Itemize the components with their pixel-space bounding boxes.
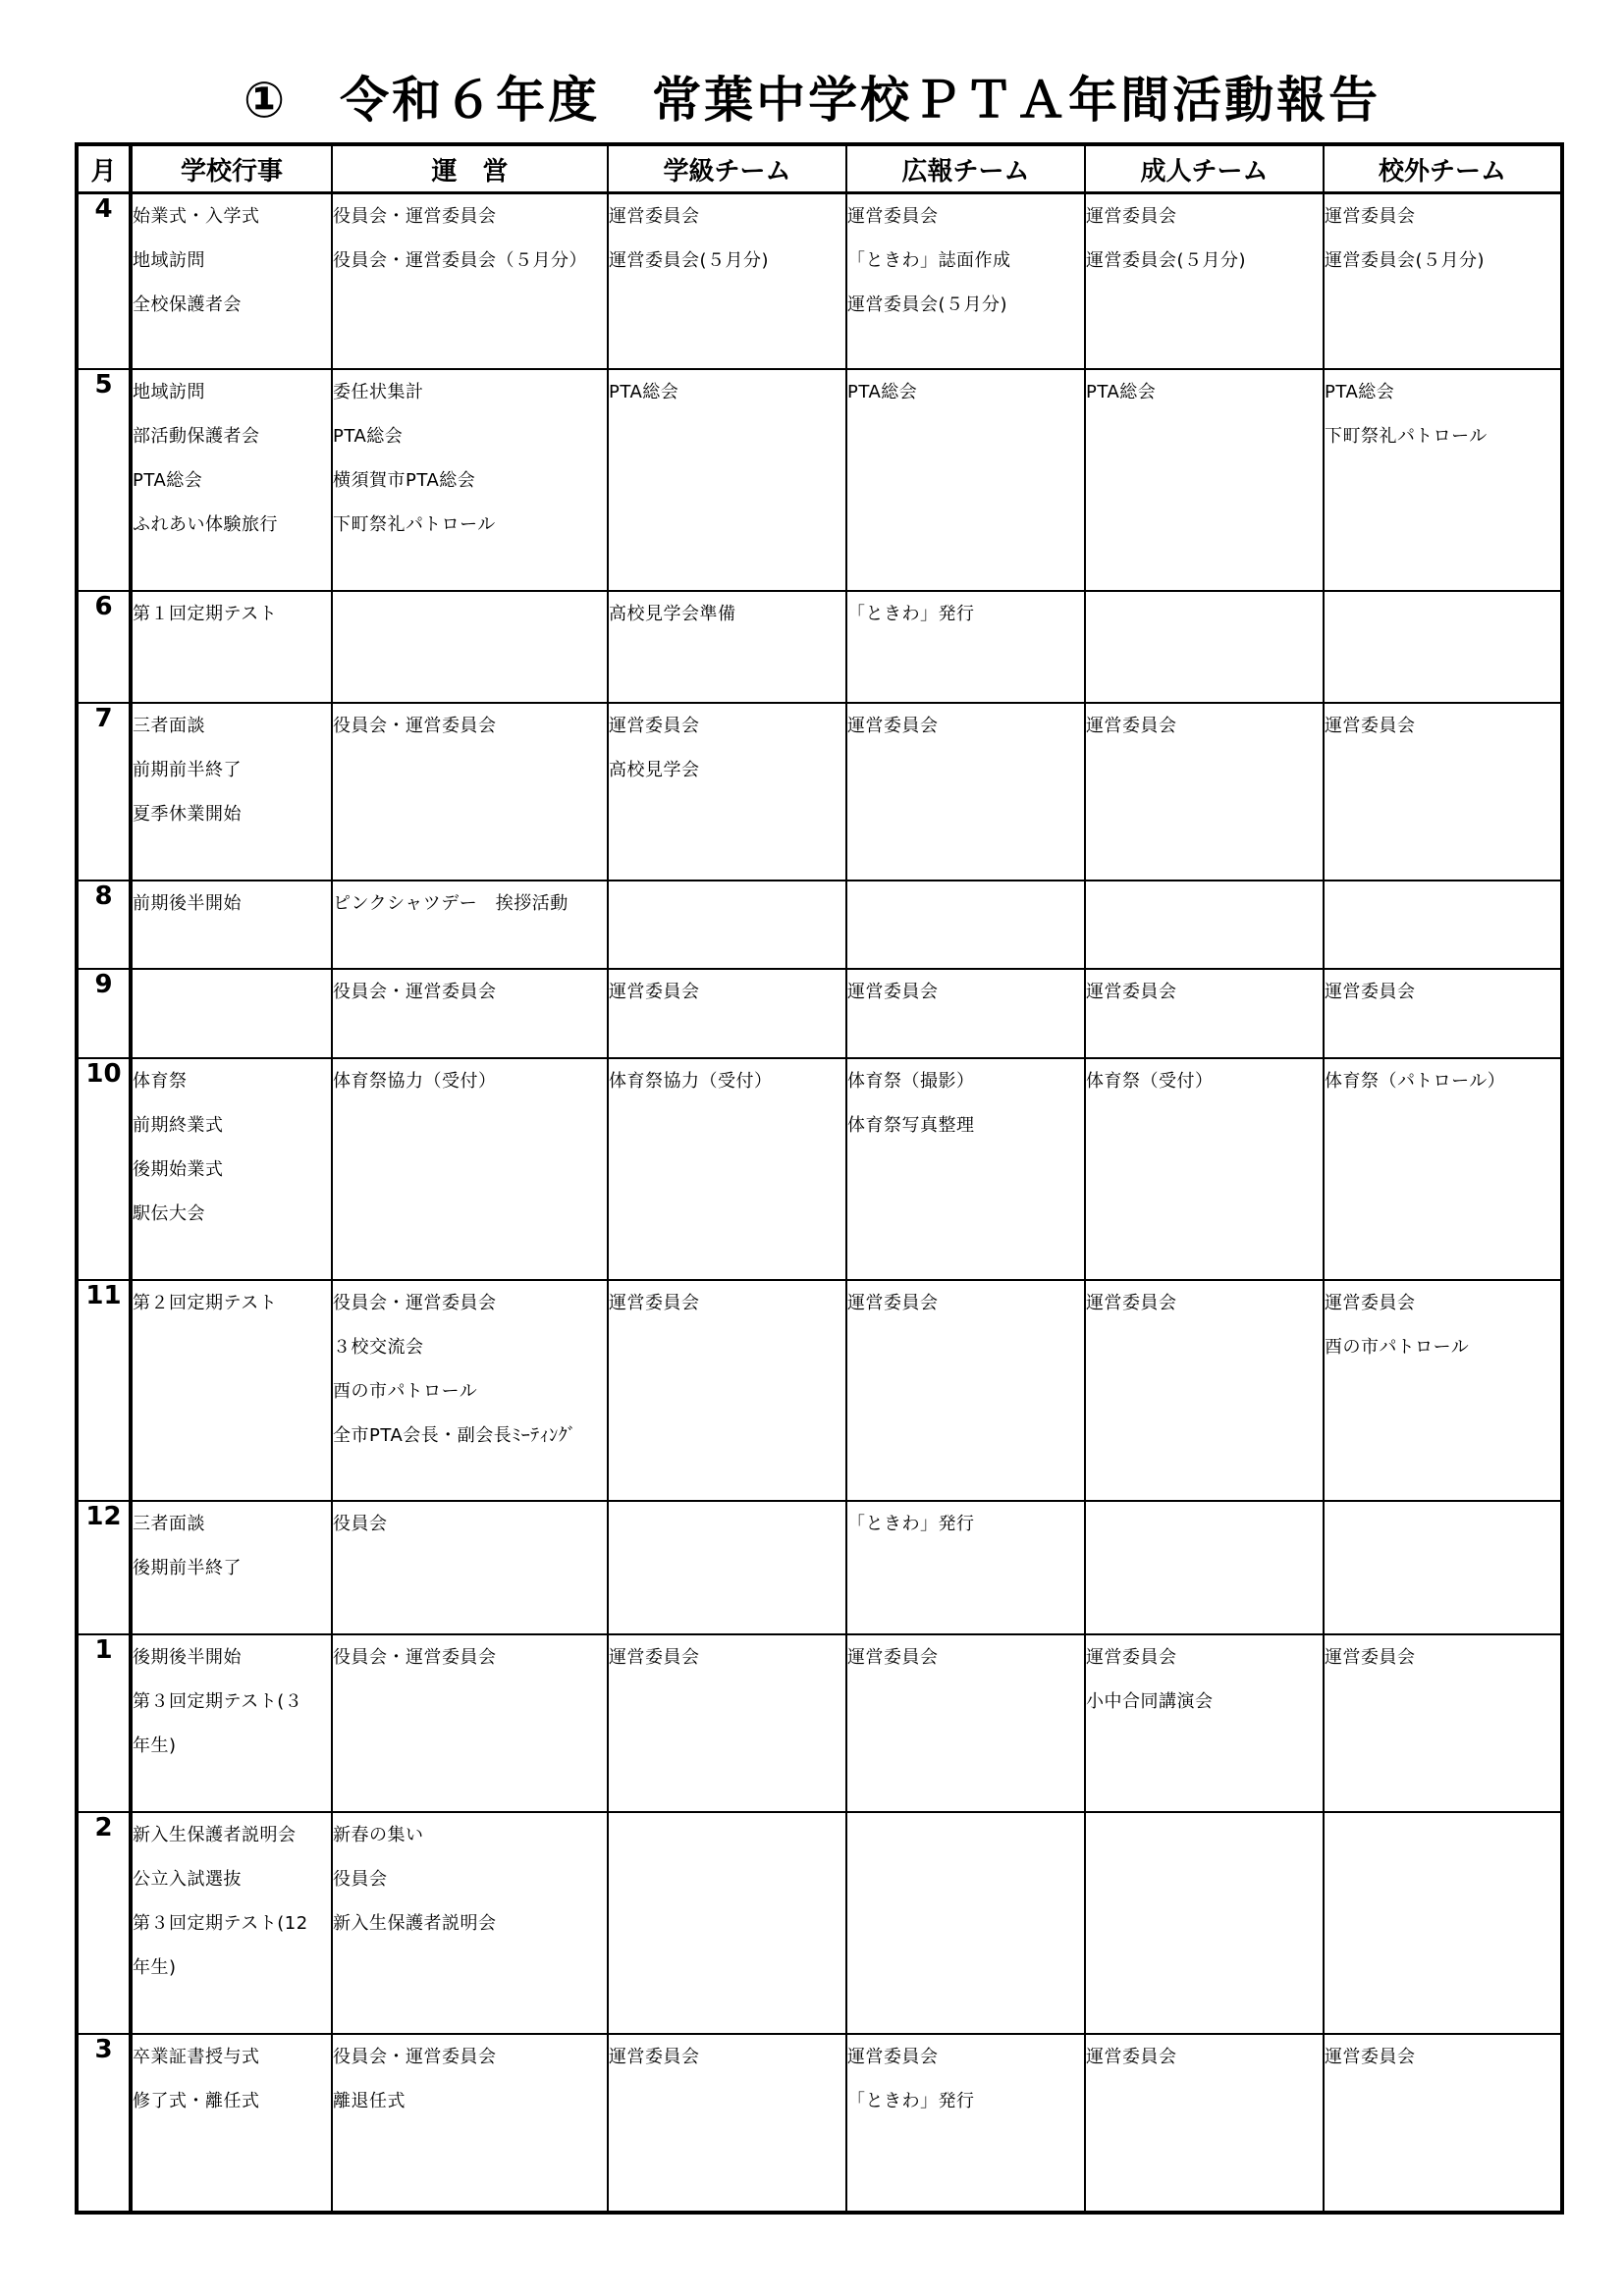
management-cell [332,1058,608,1280]
month-cell: 3 [77,2034,131,2213]
school-events-cell [131,1501,332,1634]
pr-team-cell [846,703,1085,881]
cell-line: 「ときわ」発行 [847,603,975,624]
cell-line: 運営委員会 [1325,981,1416,1002]
class-team-cell [608,1058,846,1280]
outside-team-cell [1324,1812,1562,2034]
cell-line: 運営委員会 [1325,715,1416,736]
cell-line: 体育祭協力（受付） [609,1070,773,1092]
school-events-cell [131,1280,332,1501]
outside-team-cell [1324,969,1562,1058]
class-team-cell [608,369,846,591]
cell-line: PTA総会 [609,381,679,402]
school-events-cell [131,969,332,1058]
cell-line: 第３回定期テスト(３ [133,1690,303,1712]
month-cell: 6 [77,591,131,703]
cell-line: 体育祭協力（受付） [333,1070,497,1092]
cell-line: 新入生保護者説明会 [133,1824,297,1845]
header-school-events: 学校行事 [131,144,332,193]
management-cell [332,1501,608,1634]
header-management: 運 営 [332,144,608,193]
table-row [77,591,1562,703]
cell-line: ピンクシャツデー 挨拶活動 [333,892,568,914]
cell-line: 運営委員会(５月分) [1086,250,1247,271]
cell-line: 酉の市パトロール [1325,1336,1470,1358]
management-cell [332,1634,608,1812]
class-team-cell [608,1812,846,2034]
pr-team-cell [846,2034,1085,2213]
table-row [77,193,1562,369]
management-cell [332,369,608,591]
cell-line: 第３回定期テスト(12 [133,1912,308,1934]
cell-line: 役員会・運営委員会 [333,1292,497,1313]
management-cell [332,703,608,881]
header-adult-team: 成人チーム [1085,144,1324,193]
cell-line: 運営委員会 [609,981,700,1002]
cell-line: 夏季休業開始 [133,803,242,825]
cell-line: 体育祭 [133,1070,188,1092]
cell-line: 高校見学会準備 [609,603,736,624]
table-row [77,969,1562,1058]
class-team-cell [608,1634,846,1812]
cell-line: 年生) [133,1735,177,1756]
cell-line: PTA総会 [847,381,918,402]
table-row [77,2034,1562,2213]
cell-line: PTA総会 [1086,381,1157,402]
cell-line: 運営委員会 [609,715,700,736]
cell-line: 地域訪問 [133,250,205,271]
cell-line: 役員会・運営委員会（５月分） [333,250,587,271]
month-cell: 12 [77,1501,131,1634]
header-pr-team: 広報チーム [846,144,1085,193]
outside-team-cell [1324,369,1562,591]
cell-line: 運営委員会 [1086,206,1177,227]
cell-line: 役員会・運営委員会 [333,981,497,1002]
activity-table [75,142,1564,2215]
outside-team-cell [1324,193,1562,369]
class-team-cell [608,193,846,369]
outside-team-cell [1324,1280,1562,1501]
cell-line: 離退任式 [333,2090,406,2111]
cell-line: 下町祭礼パトロール [1325,425,1488,447]
cell-line: 運営委員会 [1086,1292,1177,1313]
table-row [77,1280,1562,1501]
adult-team-cell [1085,369,1324,591]
pr-team-cell [846,1501,1085,1634]
cell-line: 新春の集い [333,1824,424,1845]
outside-team-cell [1324,881,1562,969]
cell-line: 運営委員会 [1086,715,1177,736]
cell-line: 運営委員会 [847,1292,939,1313]
cell-line: 運営委員会 [609,1646,700,1668]
table-row [77,881,1562,969]
class-team-cell [608,881,846,969]
outside-team-cell [1324,591,1562,703]
month-cell: 8 [77,881,131,969]
outside-team-cell [1324,2034,1562,2213]
cell-line: 酉の市パトロール [333,1380,478,1402]
management-cell [332,1812,608,2034]
adult-team-cell [1085,591,1324,703]
cell-line: 新入生保護者説明会 [333,1912,497,1934]
table-row [77,1812,1562,2034]
header-outside-team: 校外チーム [1324,144,1562,193]
cell-line: 第２回定期テスト [133,1292,278,1313]
management-cell [332,1280,608,1501]
pr-team-cell [846,1634,1085,1812]
cell-line: 役員会・運営委員会 [333,206,497,227]
adult-team-cell [1085,881,1324,969]
cell-line: 運営委員会 [1086,2046,1177,2067]
cell-line: PTA総会 [333,425,404,447]
month-cell: 7 [77,703,131,881]
cell-line: 地域訪問 [133,381,205,402]
cell-line: 全市PTA会長・副会長ﾐｰﾃｨﾝｸﾞ [333,1424,577,1446]
management-cell [332,969,608,1058]
cell-line: 下町祭礼パトロール [333,513,496,535]
cell-line: 年生) [133,1956,177,1978]
adult-team-cell [1085,1812,1324,2034]
cell-line: 「ときわ」誌面作成 [847,250,1011,271]
cell-line: 前期終業式 [133,1114,224,1136]
header-month: 月 [77,144,131,193]
month-cell: 5 [77,369,131,591]
cell-line: 後期後半開始 [133,1646,242,1668]
cell-line: 後期始業式 [133,1158,224,1180]
month-cell: 1 [77,1634,131,1812]
cell-line: 修了式・離任式 [133,2090,260,2111]
management-cell [332,193,608,369]
pr-team-cell [846,969,1085,1058]
management-cell [332,881,608,969]
cell-line: 前期後半開始 [133,892,242,914]
cell-line: 高校見学会 [609,759,700,780]
cell-line: 体育祭写真整理 [847,1114,975,1136]
month-cell: 9 [77,969,131,1058]
cell-line: 委任状集計 [333,381,424,402]
cell-line: 駅伝大会 [133,1202,205,1224]
table-header-row [77,144,1562,193]
header-class-team: 学級チーム [608,144,846,193]
cell-line: 三者面談 [133,715,205,736]
cell-line: 体育祭（撮影） [847,1070,975,1092]
table-row [77,703,1562,881]
cell-line: 卒業証書授与式 [133,2046,260,2067]
page-title: ① 令和６年度 常葉中学校ＰＴＡ年間活動報告 [243,72,1381,129]
cell-line: 運営委員会(５月分) [609,250,770,271]
cell-line: 運営委員会 [1325,2046,1416,2067]
adult-team-cell [1085,969,1324,1058]
class-team-cell [608,1501,846,1634]
cell-line: 運営委員会 [847,715,939,736]
cell-line: 運営委員会 [847,206,939,227]
cell-line: 運営委員会(５月分) [847,294,1008,315]
table-row [77,1634,1562,1812]
cell-line: 運営委員会 [1086,1646,1177,1668]
cell-line: 運営委員会 [847,1646,939,1668]
management-cell [332,2034,608,2213]
class-team-cell [608,591,846,703]
cell-line: 運営委員会 [847,2046,939,2067]
school-events-cell [131,703,332,881]
pr-team-cell [846,1058,1085,1280]
adult-team-cell [1085,1634,1324,1812]
cell-line: 運営委員会 [847,981,939,1002]
cell-line: 公立入試選抜 [133,1868,242,1890]
school-events-cell [131,2034,332,2213]
cell-line: 運営委員会 [1325,206,1416,227]
cell-line: ふれあい体験旅行 [133,513,278,535]
cell-line: 「ときわ」発行 [847,1513,975,1534]
cell-line: 後期前半終了 [133,1557,242,1578]
outside-team-cell [1324,1634,1562,1812]
management-cell [332,591,608,703]
cell-line: 運営委員会 [609,1292,700,1313]
month-cell: 11 [77,1280,131,1501]
month-cell: 4 [77,193,131,369]
cell-line: 始業式・入学式 [133,206,260,227]
cell-line: 役員会 [333,1513,388,1534]
pr-team-cell [846,1280,1085,1501]
cell-line: PTA総会 [1325,381,1395,402]
pr-team-cell [846,1812,1085,2034]
school-events-cell [131,591,332,703]
cell-line: 第１回定期テスト [133,603,278,624]
month-cell: 2 [77,1812,131,2034]
month-cell: 10 [77,1058,131,1280]
class-team-cell [608,703,846,881]
table-row [77,369,1562,591]
cell-line: 運営委員会(５月分) [1325,250,1486,271]
school-events-cell [131,1634,332,1812]
class-team-cell [608,1280,846,1501]
outside-team-cell [1324,1058,1562,1280]
pr-team-cell [846,881,1085,969]
cell-line: ３校交流会 [333,1336,424,1358]
cell-line: 運営委員会 [609,206,700,227]
cell-line: 役員会・運営委員会 [333,1646,497,1668]
cell-line: 運営委員会 [1086,981,1177,1002]
cell-line: 横須賀市PTA総会 [333,469,476,491]
cell-line: 体育祭（受付） [1086,1070,1214,1092]
cell-line: PTA総会 [133,469,203,491]
cell-line: 運営委員会 [1325,1646,1416,1668]
outside-team-cell [1324,703,1562,881]
class-team-cell [608,969,846,1058]
school-events-cell [131,369,332,591]
adult-team-cell [1085,193,1324,369]
adult-team-cell [1085,1280,1324,1501]
cell-line: 前期前半終了 [133,759,242,780]
school-events-cell [131,1812,332,2034]
school-events-cell [131,1058,332,1280]
class-team-cell [608,2034,846,2213]
adult-team-cell [1085,2034,1324,2213]
adult-team-cell [1085,703,1324,881]
cell-line: 運営委員会 [609,2046,700,2067]
table-row [77,1058,1562,1280]
cell-line: 全校保護者会 [133,294,242,315]
cell-line: 役員会・運営委員会 [333,2046,497,2067]
cell-line: 三者面談 [133,1513,205,1534]
outside-team-cell [1324,1501,1562,1634]
table-row [77,1501,1562,1634]
adult-team-cell [1085,1501,1324,1634]
cell-line: 小中合同講演会 [1086,1690,1214,1712]
cell-line: 役員会・運営委員会 [333,715,497,736]
cell-line: 運営委員会 [1325,1292,1416,1313]
pr-team-cell [846,591,1085,703]
cell-line: 部活動保護者会 [133,425,260,447]
school-events-cell [131,193,332,369]
cell-line: 体育祭（パトロール） [1325,1070,1506,1092]
adult-team-cell [1085,1058,1324,1280]
school-events-cell [131,881,332,969]
cell-line: 「ときわ」発行 [847,2090,975,2111]
pr-team-cell [846,193,1085,369]
cell-line: 役員会 [333,1868,388,1890]
pr-team-cell [846,369,1085,591]
